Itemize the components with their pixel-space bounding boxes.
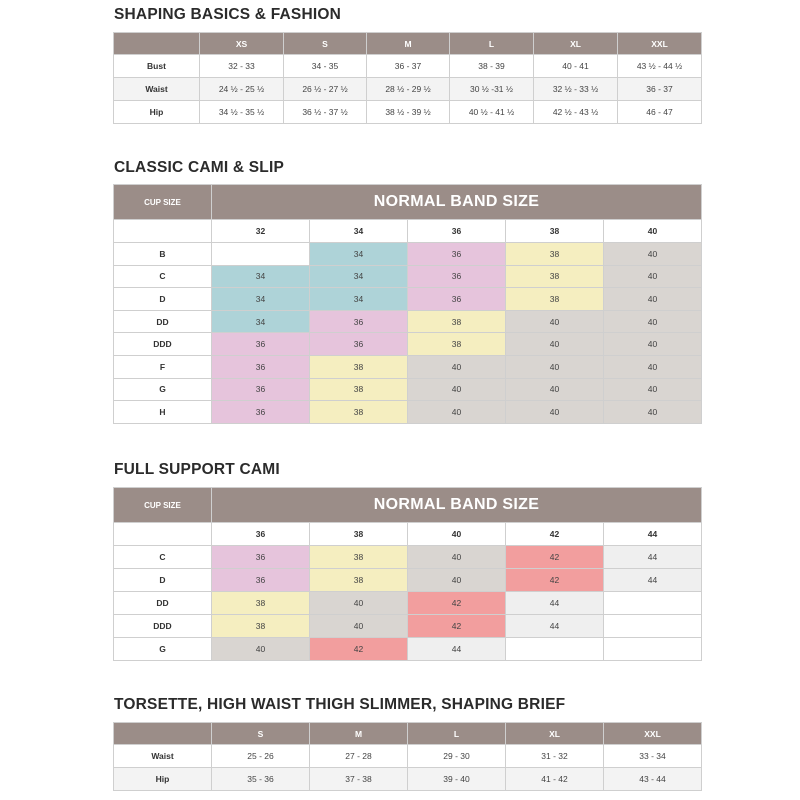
size-cell: 42 (506, 546, 604, 569)
size-cell: 38 (506, 288, 604, 311)
table-row (114, 638, 702, 661)
cup-label: D (114, 288, 212, 311)
shaping-size-header: XL (534, 33, 618, 55)
shaping-size-header: XS (200, 33, 284, 55)
table-row (114, 333, 702, 356)
band-cell: 40 (408, 523, 506, 546)
torsette-header-row (114, 723, 702, 745)
table-cell: 46 - 47 (618, 101, 702, 124)
table-row (114, 592, 702, 615)
table-cell: 40 - 41 (534, 55, 618, 78)
size-cell: 40 (604, 355, 702, 378)
band-row (114, 523, 702, 546)
size-cell: 40 (212, 638, 310, 661)
table-cell: 34 - 35 (284, 55, 367, 78)
size-cell (212, 243, 310, 266)
band-cell: 38 (310, 523, 408, 546)
band-cell: 36 (408, 220, 506, 243)
table-cell: 42 ½ - 43 ½ (534, 101, 618, 124)
size-cell: 40 (408, 355, 506, 378)
size-cell: 36 (212, 569, 310, 592)
size-cell: 36 (408, 243, 506, 266)
cup-label: DDD (114, 615, 212, 638)
table-cell: 40 ½ - 41 ½ (450, 101, 534, 124)
size-cell: 40 (604, 288, 702, 311)
table-cell: 38 ½ - 39 ½ (367, 101, 450, 124)
size-cell: 38 (310, 355, 408, 378)
size-cell: 44 (506, 592, 604, 615)
cup-label: B (114, 243, 212, 266)
size-cell: 40 (310, 592, 408, 615)
table-row (114, 355, 702, 378)
band-cell: 40 (604, 220, 702, 243)
full-title: FULL SUPPORT CAMI (114, 461, 280, 478)
size-cell: 40 (506, 355, 604, 378)
row-label: Hip (114, 768, 212, 791)
full-size-table (113, 487, 702, 661)
table-cell: 36 - 37 (618, 78, 702, 101)
size-cell: 34 (212, 288, 310, 311)
table-row (114, 55, 702, 78)
size-cell: 38 (212, 592, 310, 615)
table-cell: 43 ½ - 44 ½ (618, 55, 702, 78)
torsette-size-header: XXL (604, 723, 702, 745)
size-cell: 38 (310, 401, 408, 424)
shaping-size-header: L (450, 33, 534, 55)
table-row (114, 310, 702, 333)
size-cell: 40 (506, 310, 604, 333)
size-cell (604, 592, 702, 615)
shaping-size-header: S (284, 33, 367, 55)
band-cell: 32 (212, 220, 310, 243)
row-label: Bust (114, 55, 200, 78)
size-cell: 36 (212, 401, 310, 424)
row-label: Waist (114, 78, 200, 101)
size-cell: 40 (604, 243, 702, 266)
table-row (114, 745, 702, 768)
table-row (114, 243, 702, 266)
blank-cell (114, 523, 212, 546)
cup-label: G (114, 378, 212, 401)
size-cell: 40 (604, 265, 702, 288)
size-cell: 38 (506, 243, 604, 266)
table-row (114, 615, 702, 638)
table-row (114, 78, 702, 101)
torsette-size-header: L (408, 723, 506, 745)
size-cell: 40 (408, 401, 506, 424)
size-cell: 38 (408, 310, 506, 333)
size-cell: 36 (408, 265, 506, 288)
size-cell: 40 (604, 401, 702, 424)
table-cell: 24 ½ - 25 ½ (200, 78, 284, 101)
shaping-corner-cell (114, 33, 200, 55)
size-cell: 40 (408, 546, 506, 569)
classic-title: CLASSIC CAMI & SLIP (114, 159, 285, 176)
torsette-size-table (113, 722, 702, 791)
size-cell: 44 (408, 638, 506, 661)
table-cell: 29 - 30 (408, 745, 506, 768)
shaping-title: SHAPING BASICS & FASHION (114, 6, 341, 23)
size-cell: 36 (310, 310, 408, 333)
cup-label: DD (114, 310, 212, 333)
table-cell: 25 - 26 (212, 745, 310, 768)
size-cell (506, 638, 604, 661)
size-cell: 34 (212, 265, 310, 288)
table-cell: 37 - 38 (310, 768, 408, 791)
size-cell (604, 638, 702, 661)
band-row (114, 220, 702, 243)
table-cell: 38 - 39 (450, 55, 534, 78)
blank-cell (114, 220, 212, 243)
band-cell: 34 (310, 220, 408, 243)
classic-size-table (113, 184, 702, 424)
size-cell: 44 (604, 546, 702, 569)
classic-header-row (114, 185, 702, 220)
cup-label: F (114, 355, 212, 378)
classic-body (114, 243, 702, 424)
size-cell: 36 (212, 355, 310, 378)
full-header-row (114, 488, 702, 523)
table-cell: 30 ½ -31 ½ (450, 78, 534, 101)
cup-label: DDD (114, 333, 212, 356)
size-cell: 34 (310, 243, 408, 266)
size-cell: 34 (310, 265, 408, 288)
table-row (114, 546, 702, 569)
cup-label: C (114, 265, 212, 288)
table-row (114, 265, 702, 288)
size-cell: 40 (310, 615, 408, 638)
band-cell: 36 (212, 523, 310, 546)
table-cell: 33 - 34 (604, 745, 702, 768)
torsette-size-header: XL (506, 723, 604, 745)
size-cell: 38 (506, 265, 604, 288)
size-cell: 44 (506, 615, 604, 638)
band-size-header: NORMAL BAND SIZE (212, 488, 702, 523)
torsette-size-header: M (310, 723, 408, 745)
table-cell: 39 - 40 (408, 768, 506, 791)
size-cell: 34 (310, 288, 408, 311)
size-cell: 38 (408, 333, 506, 356)
shaping-header-row (114, 33, 702, 55)
table-row (114, 288, 702, 311)
table-row (114, 569, 702, 592)
table-cell: 32 - 33 (200, 55, 284, 78)
torsette-title: TORSETTE, HIGH WAIST THIGH SLIMMER, SHAPING BRIEF (114, 696, 566, 713)
cup-label: H (114, 401, 212, 424)
size-cell: 36 (310, 333, 408, 356)
full-body (114, 546, 702, 661)
table-cell: 36 - 37 (367, 55, 450, 78)
size-cell: 38 (310, 546, 408, 569)
size-cell: 40 (604, 333, 702, 356)
cup-label: C (114, 546, 212, 569)
size-cell: 42 (310, 638, 408, 661)
size-cell (604, 615, 702, 638)
row-label: Waist (114, 745, 212, 768)
cup-label: G (114, 638, 212, 661)
shaping-size-header: XXL (618, 33, 702, 55)
size-cell: 40 (408, 378, 506, 401)
table-cell: 31 - 32 (506, 745, 604, 768)
band-size-header: NORMAL BAND SIZE (212, 185, 702, 220)
shaping-size-table (113, 32, 702, 124)
cup-size-header: CUP SIZE (114, 185, 212, 220)
band-cell: 44 (604, 523, 702, 546)
size-cell: 34 (212, 310, 310, 333)
size-cell: 36 (212, 378, 310, 401)
size-cell: 40 (408, 569, 506, 592)
table-row (114, 378, 702, 401)
size-cell: 42 (408, 615, 506, 638)
table-cell: 34 ½ - 35 ½ (200, 101, 284, 124)
cup-label: DD (114, 592, 212, 615)
cup-label: D (114, 569, 212, 592)
size-cell: 40 (604, 310, 702, 333)
row-label: Hip (114, 101, 200, 124)
size-cell: 36 (212, 333, 310, 356)
size-cell: 38 (310, 569, 408, 592)
band-cell: 38 (506, 220, 604, 243)
shaping-size-header: M (367, 33, 450, 55)
table-cell: 26 ½ - 27 ½ (284, 78, 367, 101)
size-cell: 44 (604, 569, 702, 592)
table-row (114, 401, 702, 424)
size-cell: 38 (212, 615, 310, 638)
size-cell: 36 (408, 288, 506, 311)
table-row (114, 101, 702, 124)
table-cell: 43 - 44 (604, 768, 702, 791)
size-cell: 40 (506, 333, 604, 356)
size-cell: 42 (408, 592, 506, 615)
torsette-corner-cell (114, 723, 212, 745)
torsette-size-header: S (212, 723, 310, 745)
size-cell: 42 (506, 569, 604, 592)
table-cell: 28 ½ - 29 ½ (367, 78, 450, 101)
band-cell: 42 (506, 523, 604, 546)
size-cell: 36 (212, 546, 310, 569)
size-cell: 38 (310, 378, 408, 401)
cup-size-header: CUP SIZE (114, 488, 212, 523)
table-cell: 41 - 42 (506, 768, 604, 791)
size-cell: 40 (604, 378, 702, 401)
table-cell: 32 ½ - 33 ½ (534, 78, 618, 101)
size-cell: 40 (506, 401, 604, 424)
table-row (114, 768, 702, 791)
table-cell: 35 - 36 (212, 768, 310, 791)
table-cell: 27 - 28 (310, 745, 408, 768)
table-cell: 36 ½ - 37 ½ (284, 101, 367, 124)
size-cell: 40 (506, 378, 604, 401)
